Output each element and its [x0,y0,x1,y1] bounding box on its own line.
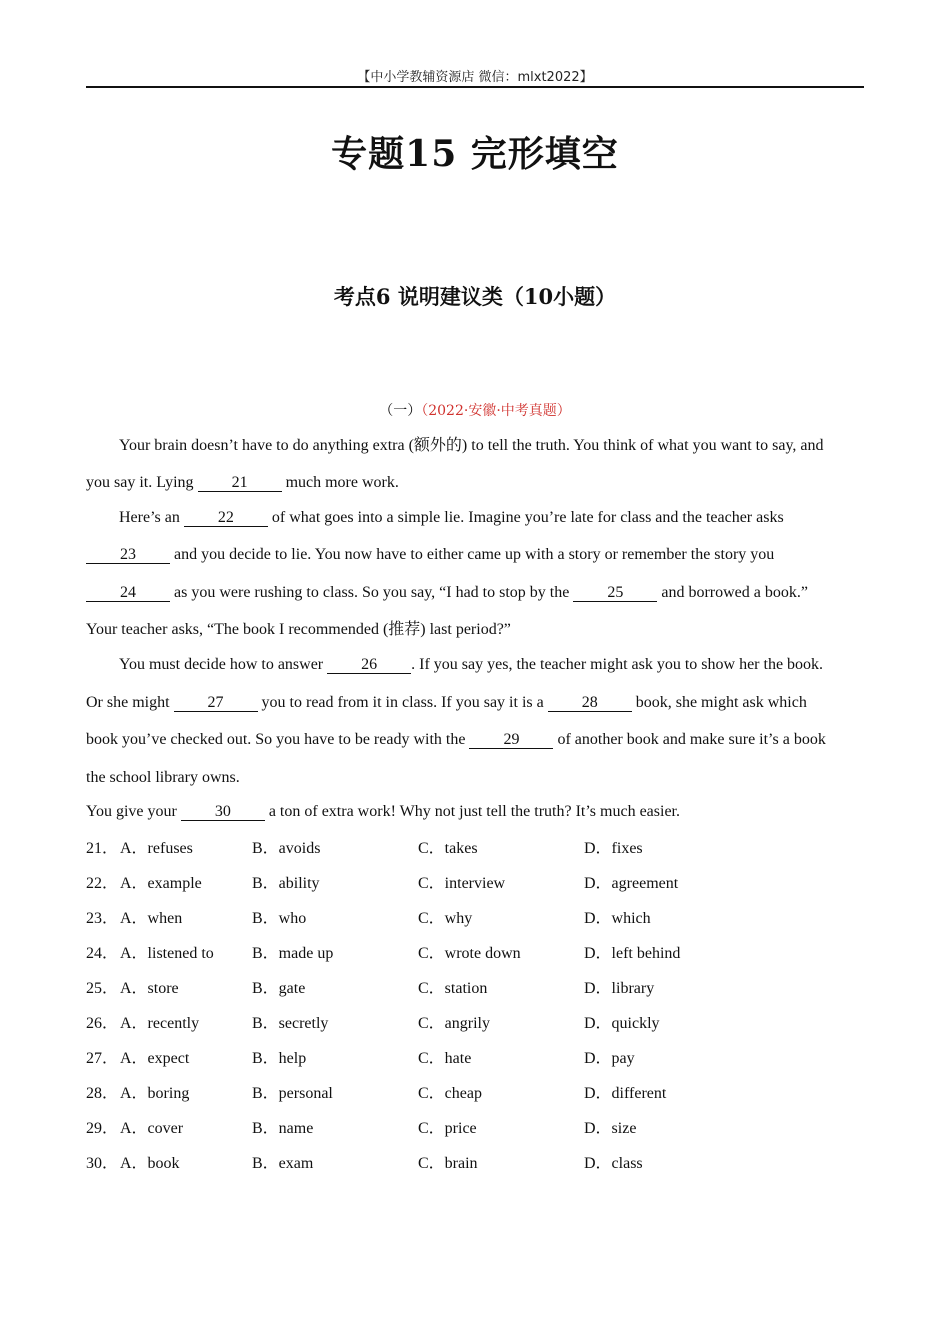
option-a: A．when [120,910,183,927]
blank-23: 23 [86,547,170,564]
passage-text: Or she might [86,694,174,711]
option-d: D．size [584,1120,637,1137]
option-b: B．exam [252,1155,314,1172]
blank-22: 22 [184,510,268,527]
passage-text: of another book and make sure it’s a book [553,731,826,748]
passage-text: You must decide how to answer [119,656,328,673]
option-d: D．agreement [584,875,679,892]
source-prefix: （一） [379,403,422,419]
passage-text: book you’ve checked out. So you have to be ready with the [86,731,470,748]
question-number: 28． [86,1085,119,1102]
option-c: C．hate [418,1050,472,1067]
option-c: C．why [418,910,473,927]
question-row [86,1010,864,1032]
option-c: C．interview [418,875,506,892]
option-b: B．secretly [252,1015,329,1032]
option-d: D．quickly [584,1015,660,1032]
option-d: D．library [584,980,655,997]
passage-text: Here’s an [119,509,184,526]
question-number: 30． [86,1155,119,1172]
option-d: D．left behind [584,945,681,962]
option-a: A．store [120,980,179,997]
question-number: 29． [86,1120,119,1137]
question-row [86,940,864,962]
option-a: A．recently [120,1015,200,1032]
option-c: C．price [418,1120,477,1137]
passage-text: of what goes into a simple lie. Imagine you’re late for class and the teacher asks [267,509,784,526]
option-d: D．different [584,1085,667,1102]
question-number: 26． [86,1015,119,1032]
passage-line [86,583,808,603]
blank-28: 28 [548,695,632,712]
option-b: B．name [252,1120,314,1137]
passage-line: the school library owns. [86,769,240,786]
blank-24: 24 [86,585,170,602]
passage-source [86,400,864,420]
option-d: D．fixes [584,840,643,857]
option-a: A．example [120,875,202,892]
passage-line [86,545,774,565]
passage-line: Your teacher asks, “The book I recommended (推荐) last period?” [86,621,511,638]
question-number: 27． [86,1050,119,1067]
header-rule [86,86,864,88]
passage-text: as you were rushing to class. So you say, “I had to stop by the [170,584,574,601]
question-row [86,975,864,997]
question-row [86,870,864,892]
passage-line [86,802,680,822]
option-a: A．cover [120,1120,184,1137]
option-c: C．angrily [418,1015,490,1032]
passage-line [86,473,399,493]
question-number: 25． [86,980,119,997]
passage-line [86,693,807,713]
option-b: B．avoids [252,840,321,857]
option-a: A．refuses [120,840,193,857]
question-row [86,1080,864,1102]
passage-text: a ton of extra work! Why not just tell the truth? It’s much easier. [264,803,680,820]
passage-line: Your brain doesn’t have to do anything extra (额外的) to tell the truth. You think of what you want to say, and [119,437,824,454]
blank-29: 29 [469,732,553,749]
document-title: 专题15 完形填空 [331,133,619,175]
option-c: C．brain [418,1155,478,1172]
section-subtitle: 考点6 说明建议类（10小题） [333,284,617,309]
source-label: （2022·安徽·中考真题） [421,403,571,419]
question-row [86,1115,864,1137]
question-number: 22． [86,875,119,892]
passage-text: and borrowed a book.” [657,584,808,601]
blank-26: 26 [327,657,411,674]
question-row [86,1045,864,1067]
option-b: B．made up [252,945,334,962]
passage-text: . If you say yes, the teacher might ask you to show her the book. [411,656,824,673]
passage-text: and you decide to lie. You now have to either came up with a story or remember the story you [170,546,775,563]
question-number: 24． [86,945,119,962]
option-a: A．expect [120,1050,190,1067]
option-c: C．wrote down [418,945,521,962]
blank-25: 25 [573,585,657,602]
passage-line [86,730,826,750]
option-a: A．book [120,1155,180,1172]
passage-text: much more work. [281,474,399,491]
question-row [86,1150,864,1172]
question-number: 21． [86,840,119,857]
option-b: B．personal [252,1085,333,1102]
option-b: B．gate [252,980,306,997]
option-c: C．takes [418,840,478,857]
option-b: B．ability [252,875,320,892]
option-a: A．boring [120,1085,190,1102]
option-a: A．listened to [120,945,214,962]
option-d: D．which [584,910,651,927]
option-d: D．class [584,1155,643,1172]
question-number: 23． [86,910,119,927]
blank-30: 30 [181,804,265,821]
passage-text: you say it. Lying [86,474,198,491]
passage-text: book, she might ask which [631,694,807,711]
page-header: 【中小学教辅资源店 微信：mlxt2022】 [357,70,593,85]
passage-text: You give your [86,803,181,820]
passage-line [119,508,784,528]
option-c: C．cheap [418,1085,482,1102]
option-c: C．station [418,980,488,997]
passage-line [119,655,823,675]
blank-21: 21 [198,475,282,492]
option-d: D．pay [584,1050,635,1067]
option-b: B．help [252,1050,307,1067]
question-row [86,835,864,857]
blank-27: 27 [174,695,258,712]
question-row [86,905,864,927]
option-b: B．who [252,910,307,927]
passage-text: you to read from it in class. If you say it is a [257,694,548,711]
